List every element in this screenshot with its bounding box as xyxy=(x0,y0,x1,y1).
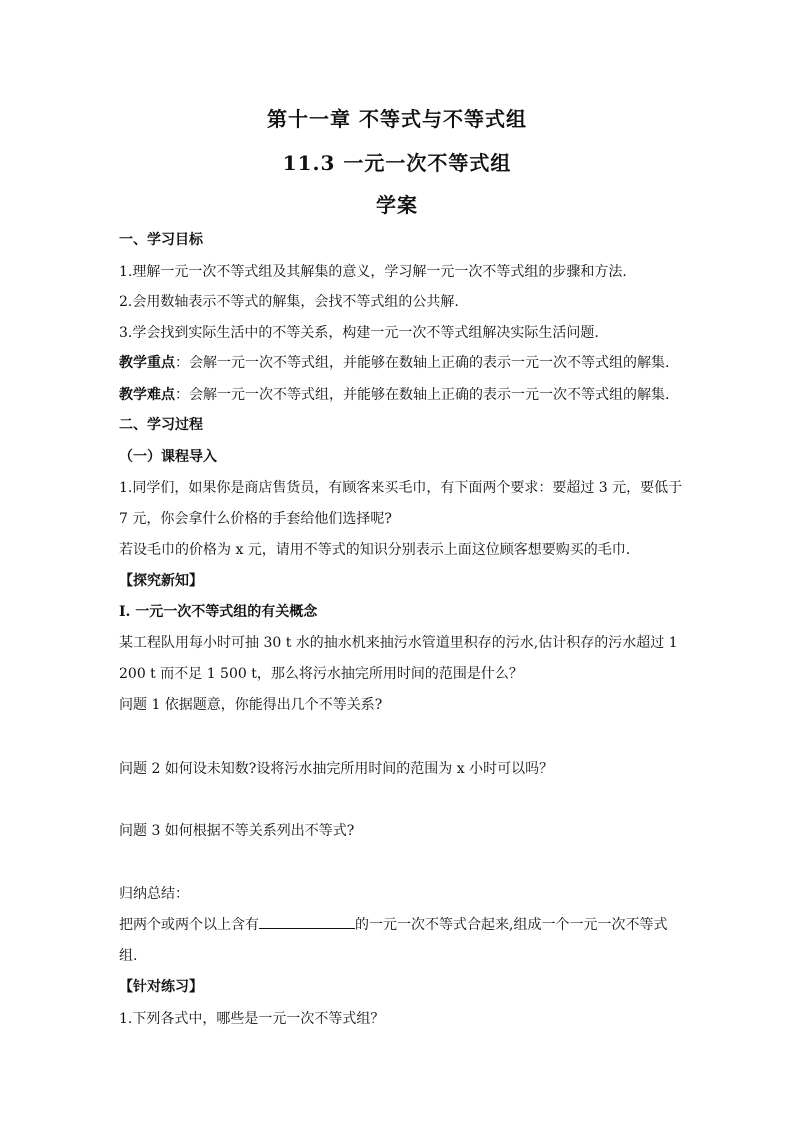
summary-heading: 归纳总结： xyxy=(119,886,189,902)
difficulty-point xyxy=(119,384,669,404)
intro-paragraph: 若设毛巾的价格为 x 元，请用不等式的知识分别表示上面这位顾客想要购买的毛巾. xyxy=(119,542,631,558)
goal-item: 3.学会找到实际生活中的不等关系，构建一元一次不等式组解决实际生活问题. xyxy=(119,325,599,341)
fill-in-blank[interactable] xyxy=(259,915,355,929)
question-3: 问题 3 如何根据不等关系列出不等式? xyxy=(119,823,355,839)
practice-heading: 【针对练习】 xyxy=(119,979,203,995)
key-point-label: 教学重点 xyxy=(119,355,175,371)
page-subtitle: 学案 xyxy=(376,193,418,217)
goals-heading: 一、学习目标 xyxy=(119,232,203,248)
summary-sentence xyxy=(119,914,667,934)
summary-text-after: 的一元一次不等式合起来,组成一个一元一次不等式 xyxy=(355,917,668,933)
summary-text-before: 把两个或两个以上含有 xyxy=(119,917,259,933)
summary-sentence-end: 组. xyxy=(119,948,138,964)
intro-paragraph: 7 元，你会拿什么价格的手套给他们选择呢? xyxy=(119,511,392,527)
concept-heading: Ⅰ. 一元一次不等式组的有关概念 xyxy=(119,604,318,620)
chapter-title: 第十一章 不等式与不等式组 xyxy=(267,107,527,131)
goal-item: 2.会用数轴表示不等式的解集，会找不等式组的公共解. xyxy=(119,294,459,310)
question-1: 问题 1 依据题意，你能得出几个不等关系? xyxy=(119,697,383,713)
intro-paragraph: 1.同学们，如果你是商店售货员，有顾客来买毛巾，有下面两个要求：要超过 3 元，要低于 xyxy=(119,480,683,496)
difficulty-label: 教学难点 xyxy=(119,387,175,403)
question-2: 问题 2 如何设未知数?设将污水抽完所用时间的范围为 x 小时可以吗？ xyxy=(119,761,554,777)
process-heading: 二、学习过程 xyxy=(119,417,203,433)
key-point xyxy=(119,352,669,372)
intro-heading: （一）课程导入 xyxy=(119,449,217,465)
problem-paragraph: 某工程队用每小时可抽 30 t 水的抽水机来抽污水管道里积存的污水,估计积存的污水超过 1 xyxy=(119,635,678,651)
problem-paragraph: 200 t 而不足 1 500 t，那么将污水抽完所用时间的范围是什么？ xyxy=(119,666,523,682)
goal-item: 1.理解一元一次不等式组及其解集的意义，学习解一元一次不等式组的步骤和方法. xyxy=(119,264,627,280)
section-title: 11.3 一元一次不等式组 xyxy=(282,151,512,175)
difficulty-text: ：会解一元一次不等式组，并能够在数轴上正确的表示一元一次不等式组的解集. xyxy=(175,387,670,403)
key-point-text: ：会解一元一次不等式组，并能够在数轴上正确的表示一元一次不等式组的解集. xyxy=(175,355,670,371)
explore-heading: 【探究新知】 xyxy=(119,573,203,589)
practice-question-1: 1.下列各式中，哪些是一元一次不等式组？ xyxy=(119,1011,385,1027)
